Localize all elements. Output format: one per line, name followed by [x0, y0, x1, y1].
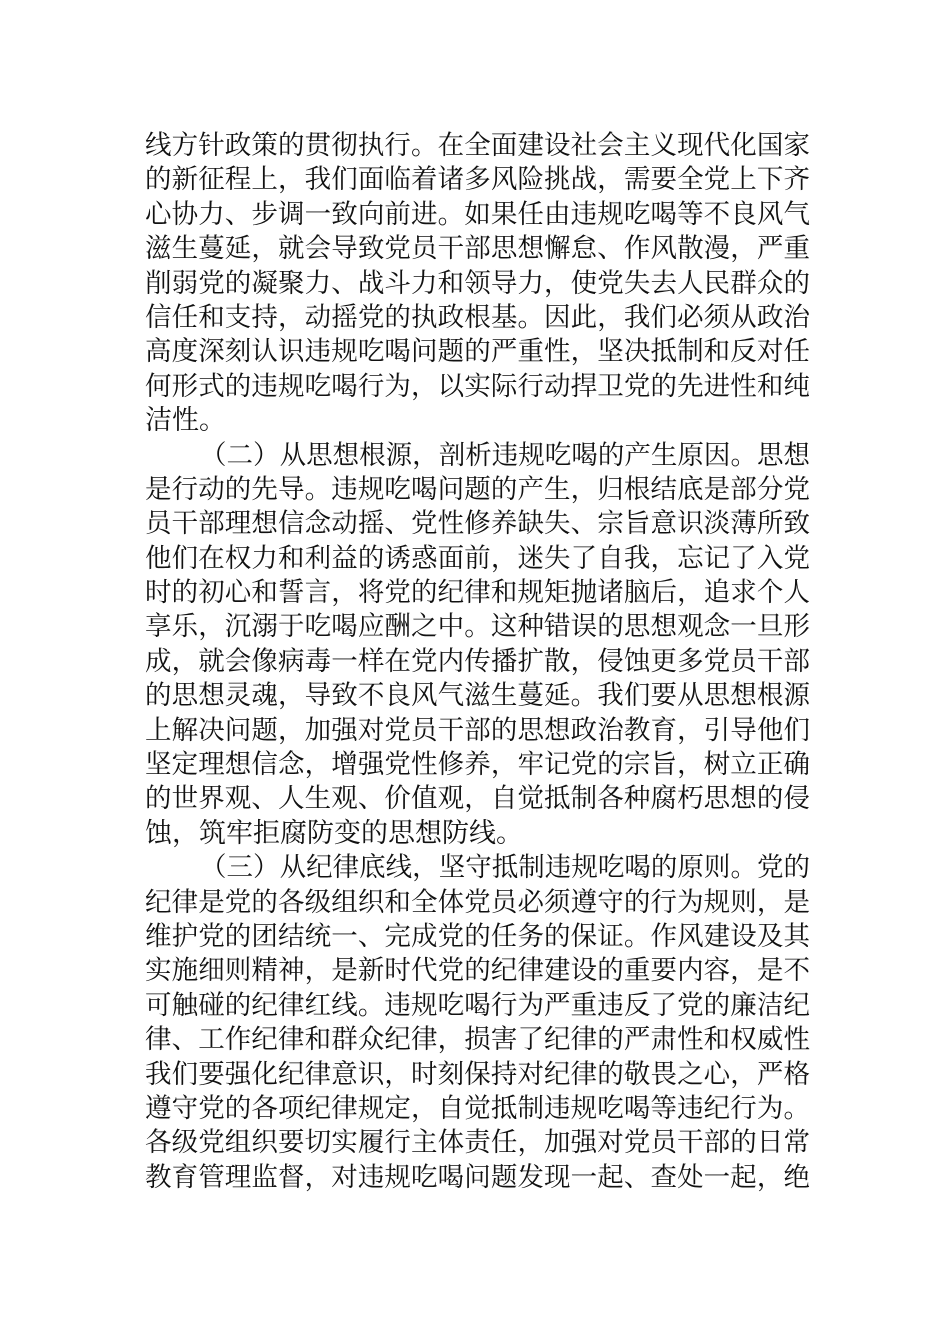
text-line: 滋生蔓延，就会导致党员干部思想懈怠、作风散漫，严重	[145, 233, 810, 265]
text-line: 实施细则精神，是新时代党的纪律建设的重要内容，是不	[145, 955, 810, 987]
text-line: 蚀，筑牢拒腐防变的思想防线。	[145, 817, 523, 849]
text-line: 律、工作纪律和群众纪律，损害了纪律的严肃性和权威性	[145, 1024, 810, 1056]
text-line: 坚定理想信念，增强党性修养，牢记党的宗旨，树立正确	[145, 749, 810, 781]
text-line: 员干部理想信念动摇、党性修养缺失、宗旨意识淡薄所致	[145, 508, 810, 540]
text-line: 维护党的团结统一、完成党的任务的保证。作风建设及其	[145, 920, 810, 952]
text-line: 遵守党的各项纪律规定，自觉抵制违规吃喝等违纪行为。	[145, 1092, 810, 1124]
text-line: 线方针政策的贯彻执行。在全面建设社会主义现代化国家	[145, 130, 810, 161]
text-line: 各级党组织要切实履行主体责任，加强对党员干部的日常	[145, 1127, 810, 1159]
text-line: 的思想灵魂，导致不良风气滋生蔓延。我们要从思想根源	[145, 680, 810, 712]
text-line: 的世界观、人生观、价值观，自觉抵制各种腐朽思想的侵	[145, 783, 810, 815]
text-line: 教育管理监督，对违规吃喝问题发现一起、查处一起，绝	[145, 1161, 810, 1193]
text-line: 信任和支持，动摇党的执政根基。因此，我们必须从政治	[145, 301, 810, 333]
text-line: 的新征程上，我们面临着诸多风险挑战，需要全党上下齐	[145, 164, 810, 196]
text-line: 心协力、步调一致向前进。如果任由违规吃喝等不良风气	[145, 198, 810, 230]
section-heading-line: （二）从思想根源，剖析违规吃喝的产生原因。思想	[200, 439, 810, 471]
text-line: 可触碰的纪律红线。违规吃喝行为严重违反了党的廉洁纪	[145, 989, 810, 1021]
body-text	[145, 129, 810, 1195]
text-line: 洁性。	[145, 405, 226, 437]
text-line: 何形式的违规吃喝行为，以实际行动捍卫党的先进性和纯	[145, 370, 810, 402]
text-line: 时的初心和誓言，将党的纪律和规矩抛诸脑后，追求个人	[145, 577, 810, 609]
text-line: 我们要强化纪律意识，时刻保持对纪律的敬畏之心，严格	[145, 1058, 810, 1090]
text-line: 纪律是党的各级组织和全体党员必须遵守的行为规则，是	[145, 886, 810, 918]
text-line: 削弱党的凝聚力、战斗力和领导力，使党失去人民群众的	[145, 267, 810, 299]
text-line: 高度深刻认识违规吃喝问题的严重性，坚决抵制和反对任	[145, 336, 810, 368]
section-heading-line: （三）从纪律底线，坚守抵制违规吃喝的原则。党的	[200, 852, 810, 884]
text-line: 是行动的先导。违规吃喝问题的产生，归根结底是部分党	[145, 473, 810, 505]
text-line: 享乐，沉溺于吃喝应酬之中。这种错误的思想观念一旦形	[145, 611, 810, 643]
text-line: 上解决问题，加强对党员干部的思想政治教育，引导他们	[145, 714, 810, 746]
text-line: 成，就会像病毒一样在党内传播扩散，侵蚀更多党员干部	[145, 645, 810, 677]
text-line: 他们在权力和利益的诱惑面前，迷失了自我，忘记了入党	[145, 542, 810, 574]
